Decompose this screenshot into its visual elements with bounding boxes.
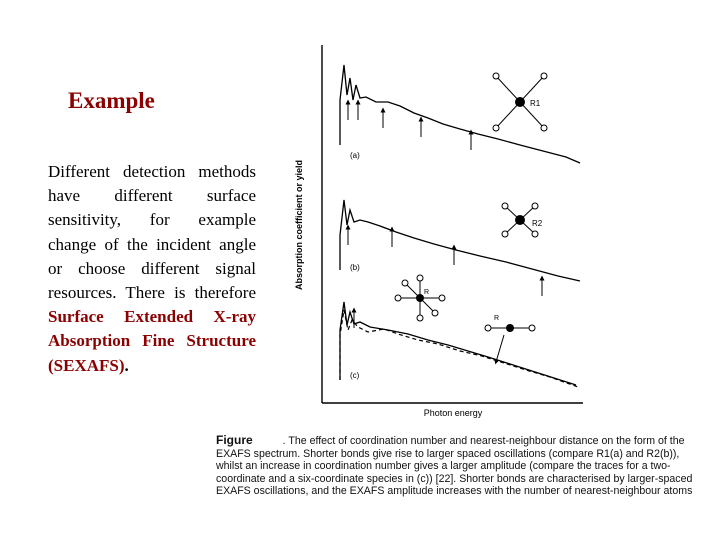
panel-label-a: (a) — [350, 151, 360, 160]
arrow — [496, 335, 504, 362]
exafs-spectra-diagram — [288, 40, 668, 430]
spectrum-b — [340, 200, 580, 281]
spectrum-a — [340, 65, 580, 163]
spectrum-c-solid — [340, 302, 576, 385]
body-plain-text: Different detection methods have different surface sensitivity, for example change of the incident angle or choose different signal resources. There is therefore — [48, 162, 256, 303]
sexafs-highlight: Surface Extended X-ray Absorption Fine Structure (SEXAFS) — [48, 307, 256, 375]
body-end: . — [124, 355, 129, 375]
exafs-figure — [288, 40, 668, 430]
molecule-label-r2coord: R — [494, 315, 500, 322]
molecule-label-r6: R — [424, 289, 430, 296]
figure-caption-text: . The effect of coordination number and nearest-neighbour distance on the form of the EXAFS spectrum. Shorter bonds give rise to larger spaced oscillations (compare R1(a) and R2(b)), whilst an increase in coordination number gives a larger amplitude (compare the traces for a two-coordinate and a six-coordinate species in (c)) [22]. Shorter bonds are characterised by larger-spaced EXAFS oscillations, and the EXAFS amplitude increases with the number of nearest-neighbour atoms — [216, 435, 693, 498]
slide-title: Example — [68, 88, 155, 113]
molecule-two-coordinate-icon — [485, 324, 535, 332]
molecule-label-r2: R2 — [532, 219, 543, 228]
figure-caption-label: Figure — [216, 433, 253, 447]
y-axis-label: Absorption coefficient or yield — [294, 159, 304, 291]
molecule-six-coordinate-icon — [395, 275, 445, 321]
slide-body-text — [48, 160, 256, 378]
molecule-label-r1: R1 — [530, 99, 541, 108]
panel-label-b: (b) — [350, 263, 360, 272]
figure-caption — [216, 434, 696, 498]
panel-label-c: (c) — [350, 371, 360, 380]
x-axis-label: Photon energy — [423, 408, 483, 418]
